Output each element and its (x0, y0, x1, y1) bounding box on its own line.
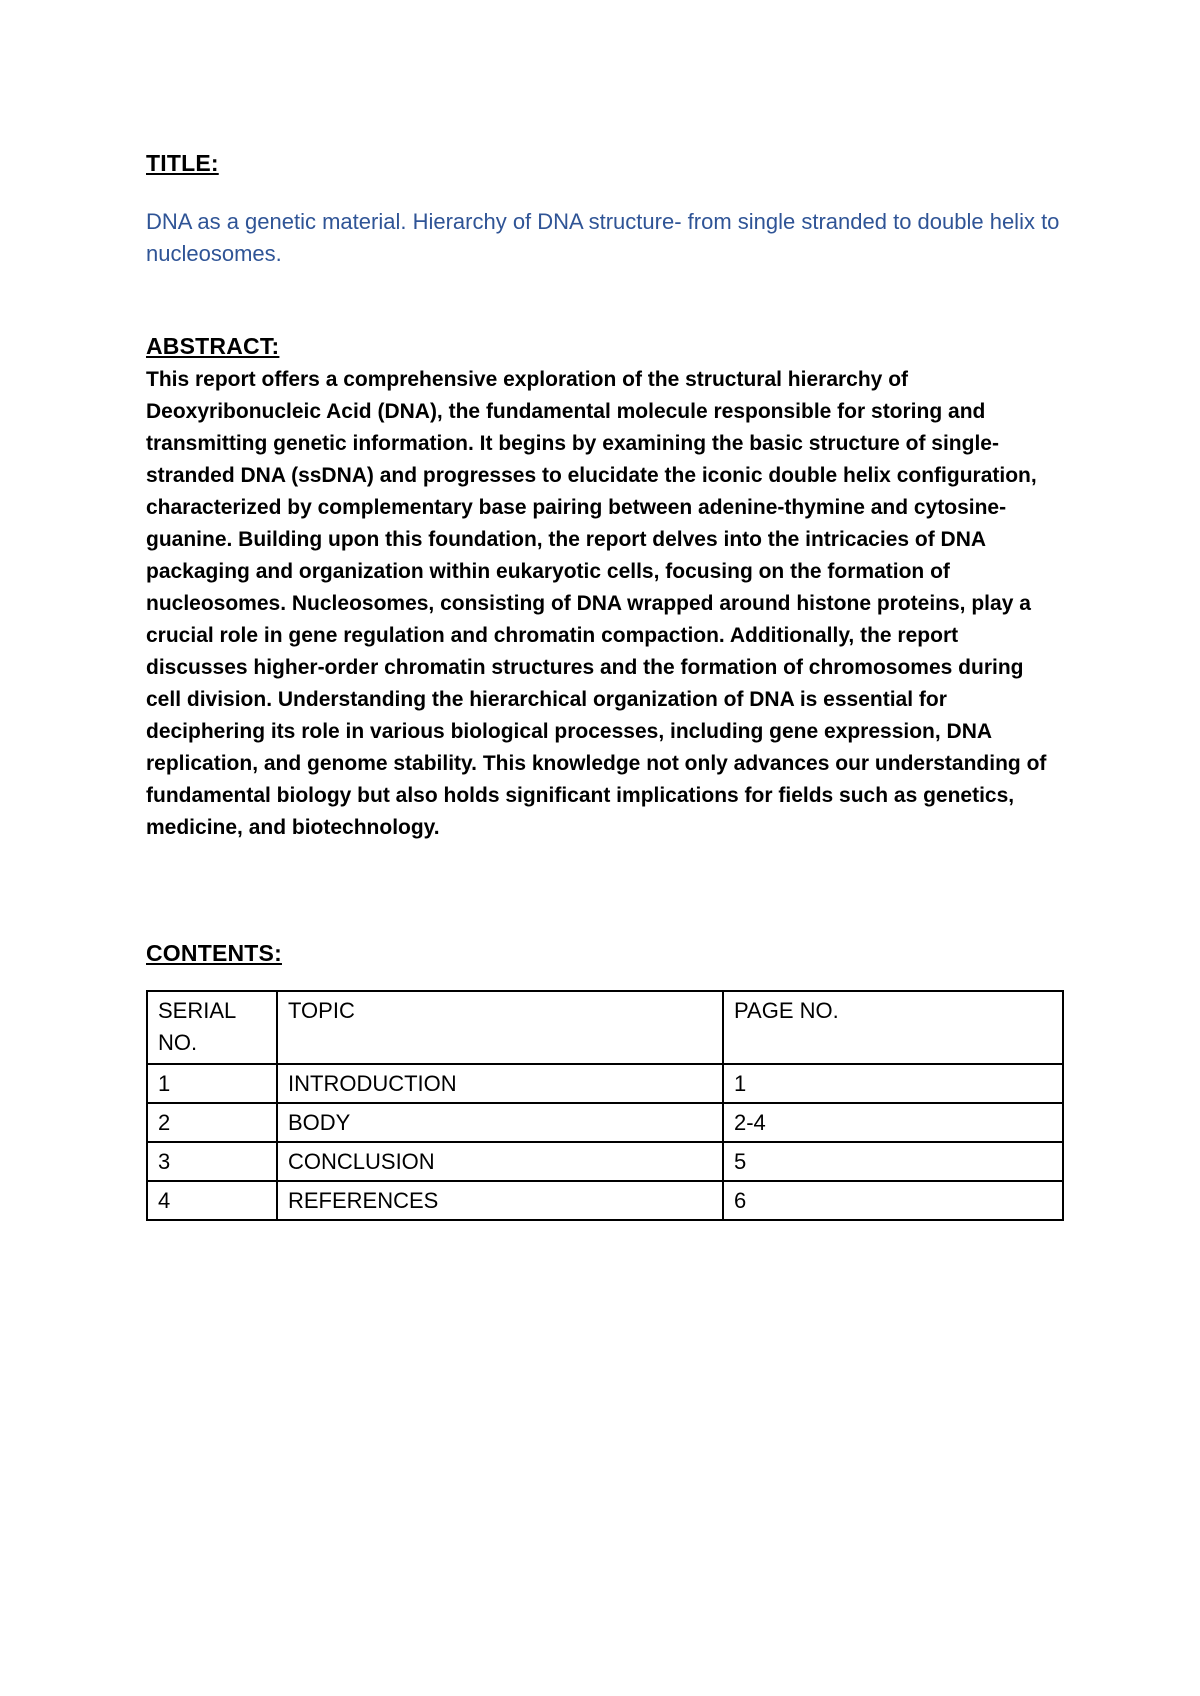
table-row (147, 1142, 1063, 1181)
cell-page: 5 (723, 1142, 1063, 1181)
cell-serial: 3 (147, 1142, 277, 1181)
cell-topic: INTRODUCTION (277, 1064, 723, 1103)
table-header-row (147, 991, 1063, 1064)
report-title: DNA as a genetic material. Hierarchy of DNA structure- from single stranded to double helix to nucleosomes. (146, 209, 1060, 266)
header-page-no: PAGE NO. (723, 991, 1063, 1064)
header-topic: TOPIC (277, 991, 723, 1064)
table-row (147, 1103, 1063, 1142)
cell-topic: CONCLUSION (277, 1142, 723, 1181)
cell-serial: 2 (147, 1103, 277, 1142)
abstract-heading: ABSTRACT: (146, 333, 280, 359)
cell-page: 2-4 (723, 1103, 1063, 1142)
contents-table (146, 990, 1064, 1221)
cell-topic: REFERENCES (277, 1181, 723, 1220)
cell-serial: 4 (147, 1181, 277, 1220)
table-row (147, 1181, 1063, 1220)
cell-serial: 1 (147, 1064, 277, 1103)
header-serial-no: SERIAL NO. (147, 991, 277, 1064)
contents-heading: CONTENTS: (146, 940, 282, 966)
cell-topic: BODY (277, 1103, 723, 1142)
table-row (147, 1064, 1063, 1103)
abstract-paragraph: This report offers a comprehensive exploration of the structural hierarchy of Deoxyribonucleic Acid (DNA), the fundamental molecule responsible for storing and transmitting genetic information. It begins by examining the basic structure of single-stranded DNA (ssDNA) and progresses to elucidate the iconic double helix configuration, characterized by complementary base pairing between adenine-thymine and cytosine-guanine. Building upon this foundation, the report delves into the intricacies of DNA packaging and organization within eukaryotic cells, focusing on the formation of nucleosomes. Nucleosomes, consisting of DNA wrapped around histone proteins, play a crucial role in gene regulation and chromatin compaction. Additionally, the report discusses higher-order chromatin structures and the formation of chromosomes during cell division. Understanding the hierarchical organization of DNA is essential for deciphering its role in various biological processes, including gene expression, DNA replication, and genome stability. This knowledge not only advances our understanding of fundamental biology but also holds significant implications for fields such as genetics, medicine, and biotechnology. (146, 368, 1047, 839)
cell-page: 6 (723, 1181, 1063, 1220)
cell-page: 1 (723, 1064, 1063, 1103)
title-heading: TITLE: (146, 150, 219, 176)
